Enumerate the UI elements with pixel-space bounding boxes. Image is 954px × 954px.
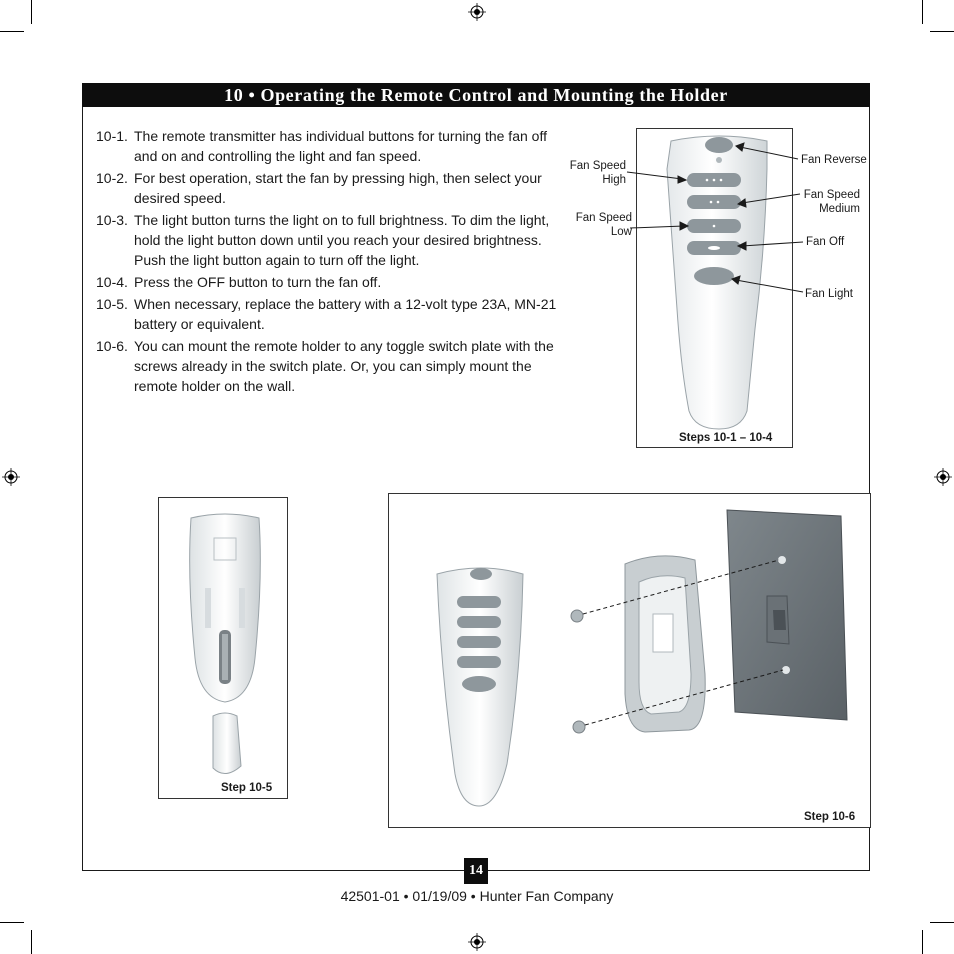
registration-mark-icon (934, 468, 952, 486)
figure-caption: Step 10-6 (804, 811, 856, 823)
callout-fan-speed-low: Fan Speed Low (575, 212, 632, 238)
figure-caption: Step 10-5 (221, 782, 273, 794)
registration-mark-icon (468, 3, 486, 21)
crop-mark (31, 930, 32, 954)
page-number: 14 (464, 858, 488, 884)
list-item (96, 294, 562, 334)
list-item (96, 272, 562, 292)
callout-fan-speed-high: Fan Speed High (569, 160, 626, 186)
crop-mark (0, 31, 24, 32)
list-item (96, 126, 562, 166)
crop-mark (31, 0, 32, 24)
step-text: The remote transmitter has individual buttons for turning the fan off and on and controlling the light and fan speed. (134, 128, 547, 164)
callout-fan-light: Fan Light (805, 288, 853, 300)
crop-mark (922, 0, 923, 24)
step-number: 10-6. (96, 338, 128, 354)
callout-fan-off: Fan Off (806, 236, 845, 248)
section-header (82, 83, 870, 107)
registration-mark-icon (468, 933, 486, 951)
step-text: When necessary, replace the battery with a 12-volt type 23A, MN-21 battery or equivalent. (134, 296, 557, 332)
list-item (96, 168, 562, 208)
figure-mounting-holder (388, 493, 871, 828)
step-number: 10-2. (96, 170, 128, 186)
figure-caption: Steps 10-1 – 10-4 (679, 432, 773, 444)
callout-fan-reverse: Fan Reverse (801, 154, 867, 166)
crop-mark (930, 922, 954, 923)
step-text: The light button turns the light on to full brightness. To dim the light, hold the light button down until you reach your desired brightness. Push the light button again to turn off the light. (134, 212, 550, 268)
footer-text: 42501-01 • 01/19/09 • Hunter Fan Company (340, 888, 614, 904)
step-number: 10-5. (96, 296, 128, 312)
step-number: 10-1. (96, 128, 128, 144)
crop-mark (922, 930, 923, 954)
list-item (96, 336, 562, 396)
list-item (96, 210, 562, 270)
figure-battery-replacement (158, 497, 288, 799)
crop-mark (0, 922, 24, 923)
step-number: 10-4. (96, 274, 128, 290)
step-text: Press the OFF button to turn the fan off. (134, 274, 382, 290)
section-title: 10 • Operating the Remote Control and Mounting the Holder (224, 85, 728, 105)
mounting-illustration (389, 494, 870, 827)
step-text: You can mount the remote holder to any toggle switch plate with the screws already in the switch plate. Or, you can simply mount the remote holder on the wall. (134, 338, 554, 394)
callout-fan-speed-medium: Fan Speed Medium (803, 189, 860, 215)
steps-list (96, 126, 562, 398)
step-text: For best operation, start the fan by pressing high, then select your desired speed. (134, 170, 542, 206)
remote-back-illustration (159, 498, 287, 798)
registration-mark-icon (2, 468, 20, 486)
step-number: 10-3. (96, 212, 128, 228)
crop-mark (930, 31, 954, 32)
